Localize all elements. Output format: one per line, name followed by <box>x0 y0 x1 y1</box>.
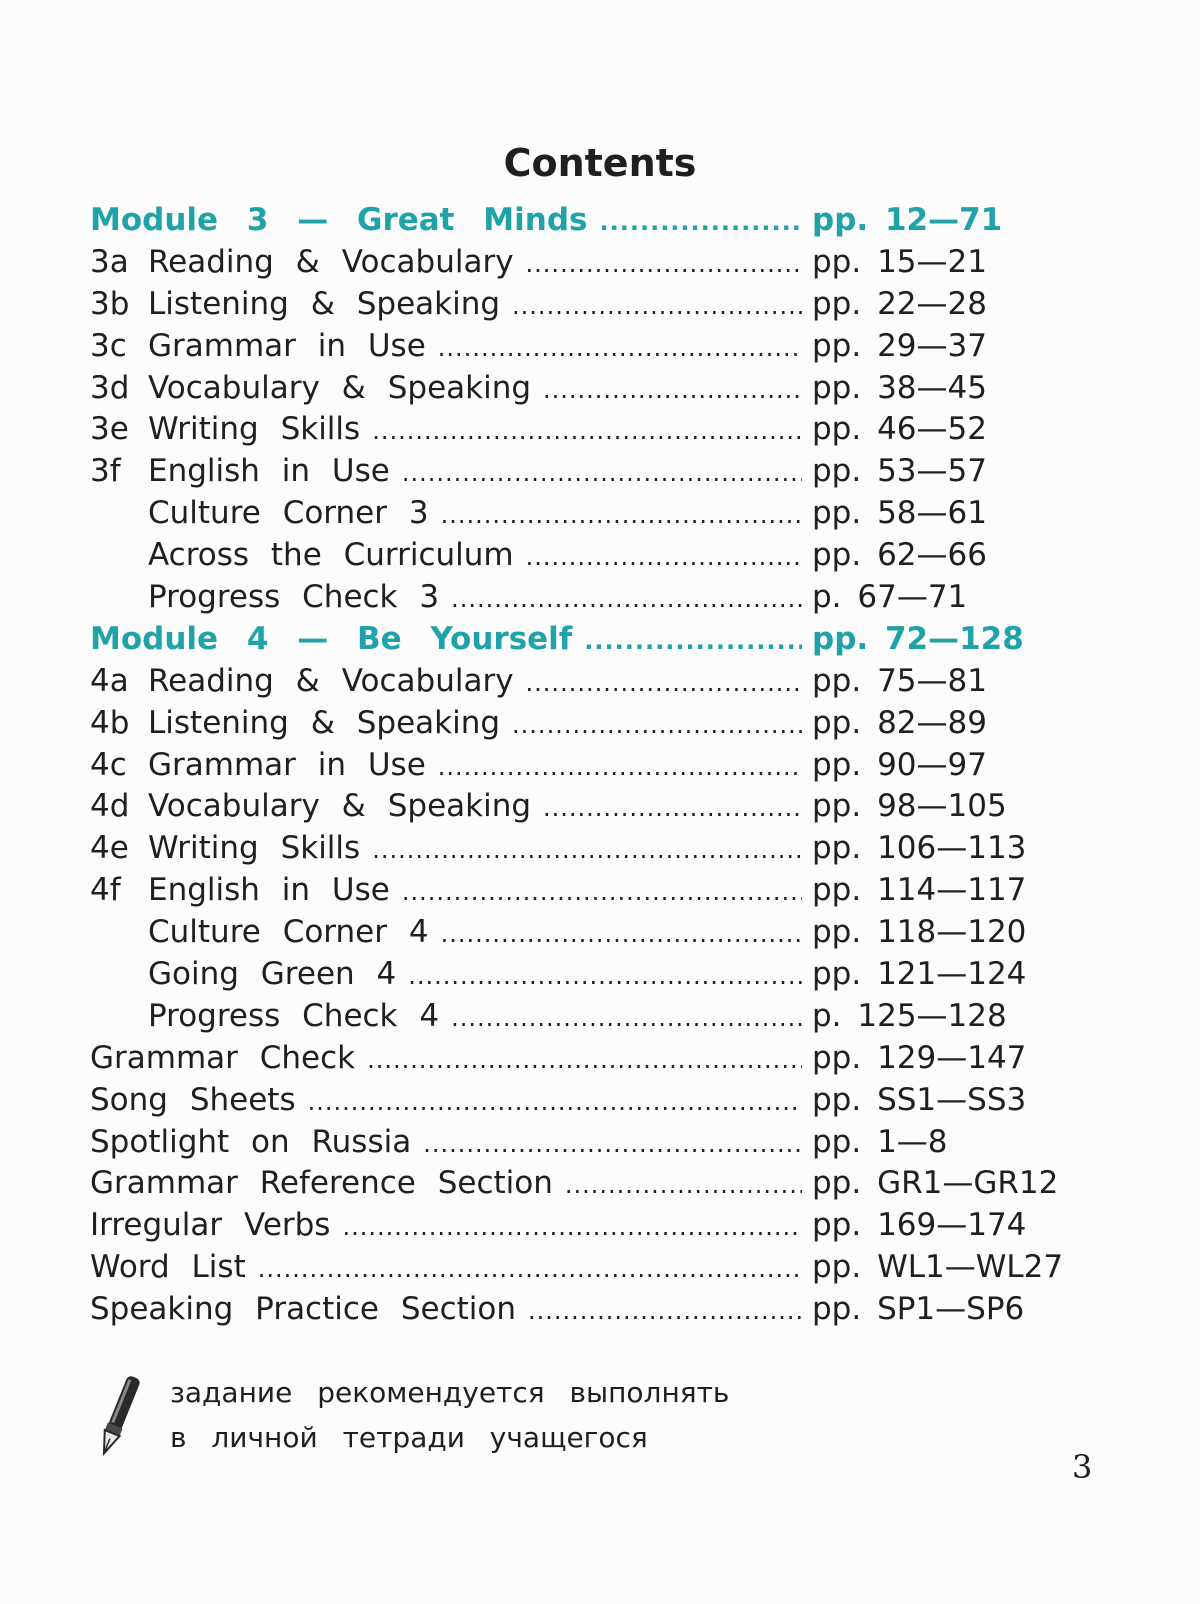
toc-code: 4c <box>90 746 127 783</box>
toc-leader-dots <box>543 370 802 412</box>
toc-row <box>90 368 1050 410</box>
page-number: 3 <box>1072 1448 1093 1486</box>
toc-label: Grammar Check <box>90 1039 356 1076</box>
toc-row <box>90 284 1050 326</box>
toc-code: 4e <box>90 830 129 867</box>
toc-leader-dots <box>367 1040 802 1082</box>
toc-pages: pp. WL1—WL27 <box>812 1249 1064 1286</box>
toc-row <box>90 577 1050 619</box>
toc-leader-dots <box>258 1249 802 1291</box>
toc-label: Irregular Verbs <box>90 1207 331 1244</box>
toc-pages: pp. 62—66 <box>812 537 987 574</box>
page-title: Contents <box>503 141 697 185</box>
toc-pages: pp. 114—117 <box>812 872 1027 909</box>
toc-pages: pp. GR1—GR12 <box>812 1165 1059 1202</box>
toc-label: Reading & Vocabulary <box>148 662 514 699</box>
toc-pages: pp. 38—45 <box>812 369 987 406</box>
toc-pages: pp. 1—8 <box>812 1123 948 1160</box>
toc-row <box>90 745 1050 787</box>
toc-pages: pp. 106—113 <box>812 830 1027 867</box>
toc-leader-dots <box>372 830 802 872</box>
notebook-note <box>90 1370 890 1470</box>
toc-label: Writing Skills <box>148 830 361 867</box>
toc-pages: pp. 22—28 <box>812 285 987 322</box>
toc-leader-dots <box>526 537 802 579</box>
toc-pages: pp. 90—97 <box>812 746 987 783</box>
toc-label: Module 3 — Great Minds <box>90 202 588 238</box>
toc-row <box>90 996 1050 1038</box>
toc-label: Vocabulary & Speaking <box>148 788 532 825</box>
toc-row <box>90 535 1050 577</box>
toc-label: English in Use <box>148 872 390 909</box>
toc-leader-dots <box>451 579 802 621</box>
toc-label: Listening & Speaking <box>148 285 501 322</box>
toc-pages: pp. 58—61 <box>812 495 987 532</box>
toc-leader-dots <box>402 872 802 914</box>
toc-module-row <box>90 619 1050 661</box>
toc-code: 3a <box>90 243 129 280</box>
toc-leader-dots <box>441 495 802 537</box>
toc-row <box>90 1247 1064 1289</box>
toc-label: Spotlight on Russia <box>90 1123 412 1160</box>
toc-label: Grammar Reference Section <box>90 1165 553 1202</box>
toc-row <box>90 242 1050 284</box>
toc-label: Across the Curriculum <box>148 537 514 574</box>
toc-label: Vocabulary & Speaking <box>148 369 532 406</box>
toc-code: 3f <box>90 453 121 490</box>
toc-pages: pp. 169—174 <box>812 1207 1027 1244</box>
toc-label: Word List <box>90 1249 246 1286</box>
toc-row <box>90 409 1050 451</box>
toc-row <box>90 828 1050 870</box>
toc-pages: pp. 75—81 <box>812 662 987 699</box>
toc-leader-dots <box>342 1207 802 1249</box>
toc-leader-dots <box>528 1291 802 1333</box>
pen-icon <box>90 1370 146 1462</box>
table-of-contents <box>90 200 1064 1331</box>
toc-row <box>90 326 1050 368</box>
toc-leader-dots <box>372 411 802 453</box>
toc-pages: pp. 53—57 <box>812 453 987 490</box>
toc-code: 4d <box>90 788 130 825</box>
toc-code: 3d <box>90 369 130 406</box>
toc-leader-dots <box>584 621 802 663</box>
toc-pages: p. 67—71 <box>812 579 968 616</box>
toc-row <box>90 786 1050 828</box>
toc-pages: pp. 12—71 <box>812 202 1003 238</box>
toc-pages: pp. 29—37 <box>812 327 987 364</box>
toc-row <box>90 1289 1050 1331</box>
toc-module-row <box>90 200 1050 242</box>
toc-row <box>90 703 1050 745</box>
toc-row <box>90 1038 1050 1080</box>
toc-label: Grammar in Use <box>148 746 426 783</box>
toc-leader-dots <box>441 914 802 956</box>
toc-row <box>90 451 1050 493</box>
toc-row <box>90 912 1050 954</box>
toc-pages: pp. 98—105 <box>812 788 1007 825</box>
toc-row <box>90 1080 1050 1122</box>
toc-pages: pp. 15—21 <box>812 243 987 280</box>
toc-code: 3c <box>90 327 127 364</box>
toc-leader-dots <box>451 998 802 1040</box>
toc-label: Module 4 — Be Yourself <box>90 620 573 657</box>
toc-code: 4b <box>90 704 130 741</box>
toc-pages: pp. 46—52 <box>812 411 987 448</box>
toc-pages: pp. SS1—SS3 <box>812 1081 1027 1118</box>
note-line-1: задание рекомендуется выполнять <box>170 1376 730 1409</box>
toc-label: Listening & Speaking <box>148 704 501 741</box>
toc-row <box>90 1205 1050 1247</box>
toc-leader-dots <box>402 453 802 495</box>
toc-label: Progress Check 4 <box>148 997 440 1034</box>
toc-leader-dots <box>512 705 802 747</box>
toc-leader-dots <box>599 202 802 244</box>
toc-pages: pp. 118—120 <box>812 914 1027 951</box>
toc-leader-dots <box>543 788 802 830</box>
toc-pages: pp. 121—124 <box>812 956 1027 993</box>
toc-row <box>90 870 1050 912</box>
toc-leader-dots <box>408 956 802 998</box>
toc-code: 4f <box>90 872 121 909</box>
toc-leader-dots <box>512 286 802 328</box>
toc-label: English in Use <box>148 453 390 490</box>
toc-code: 4a <box>90 662 129 699</box>
toc-label: Speaking Practice Section <box>90 1291 517 1328</box>
toc-row <box>90 493 1050 535</box>
toc-label: Song Sheets <box>90 1081 296 1118</box>
toc-leader-dots <box>565 1165 802 1207</box>
toc-label: Culture Corner 3 <box>148 495 429 532</box>
toc-label: Grammar in Use <box>148 327 426 364</box>
toc-label: Progress Check 3 <box>148 579 440 616</box>
toc-leader-dots <box>308 1082 802 1124</box>
toc-leader-dots <box>526 663 802 705</box>
toc-label: Culture Corner 4 <box>148 914 429 951</box>
toc-pages: pp. SP1—SP6 <box>812 1291 1025 1328</box>
toc-leader-dots <box>526 244 802 286</box>
toc-label: Reading & Vocabulary <box>148 243 514 280</box>
toc-row <box>90 954 1050 996</box>
toc-row <box>90 661 1050 703</box>
toc-pages: pp. 72—128 <box>812 620 1024 657</box>
toc-leader-dots <box>423 1124 802 1166</box>
note-line-2: в личной тетради учащегося <box>170 1421 648 1454</box>
toc-code: 3e <box>90 411 129 448</box>
toc-leader-dots <box>438 747 802 789</box>
toc-label: Going Green 4 <box>148 956 397 993</box>
toc-pages: p. 125—128 <box>812 997 1007 1034</box>
toc-code: 3b <box>90 285 130 322</box>
toc-row <box>90 1122 1050 1164</box>
toc-leader-dots <box>438 328 802 370</box>
toc-label: Writing Skills <box>148 411 361 448</box>
toc-row <box>90 1163 1059 1205</box>
toc-pages: pp. 82—89 <box>812 704 987 741</box>
toc-pages: pp. 129—147 <box>812 1039 1027 1076</box>
